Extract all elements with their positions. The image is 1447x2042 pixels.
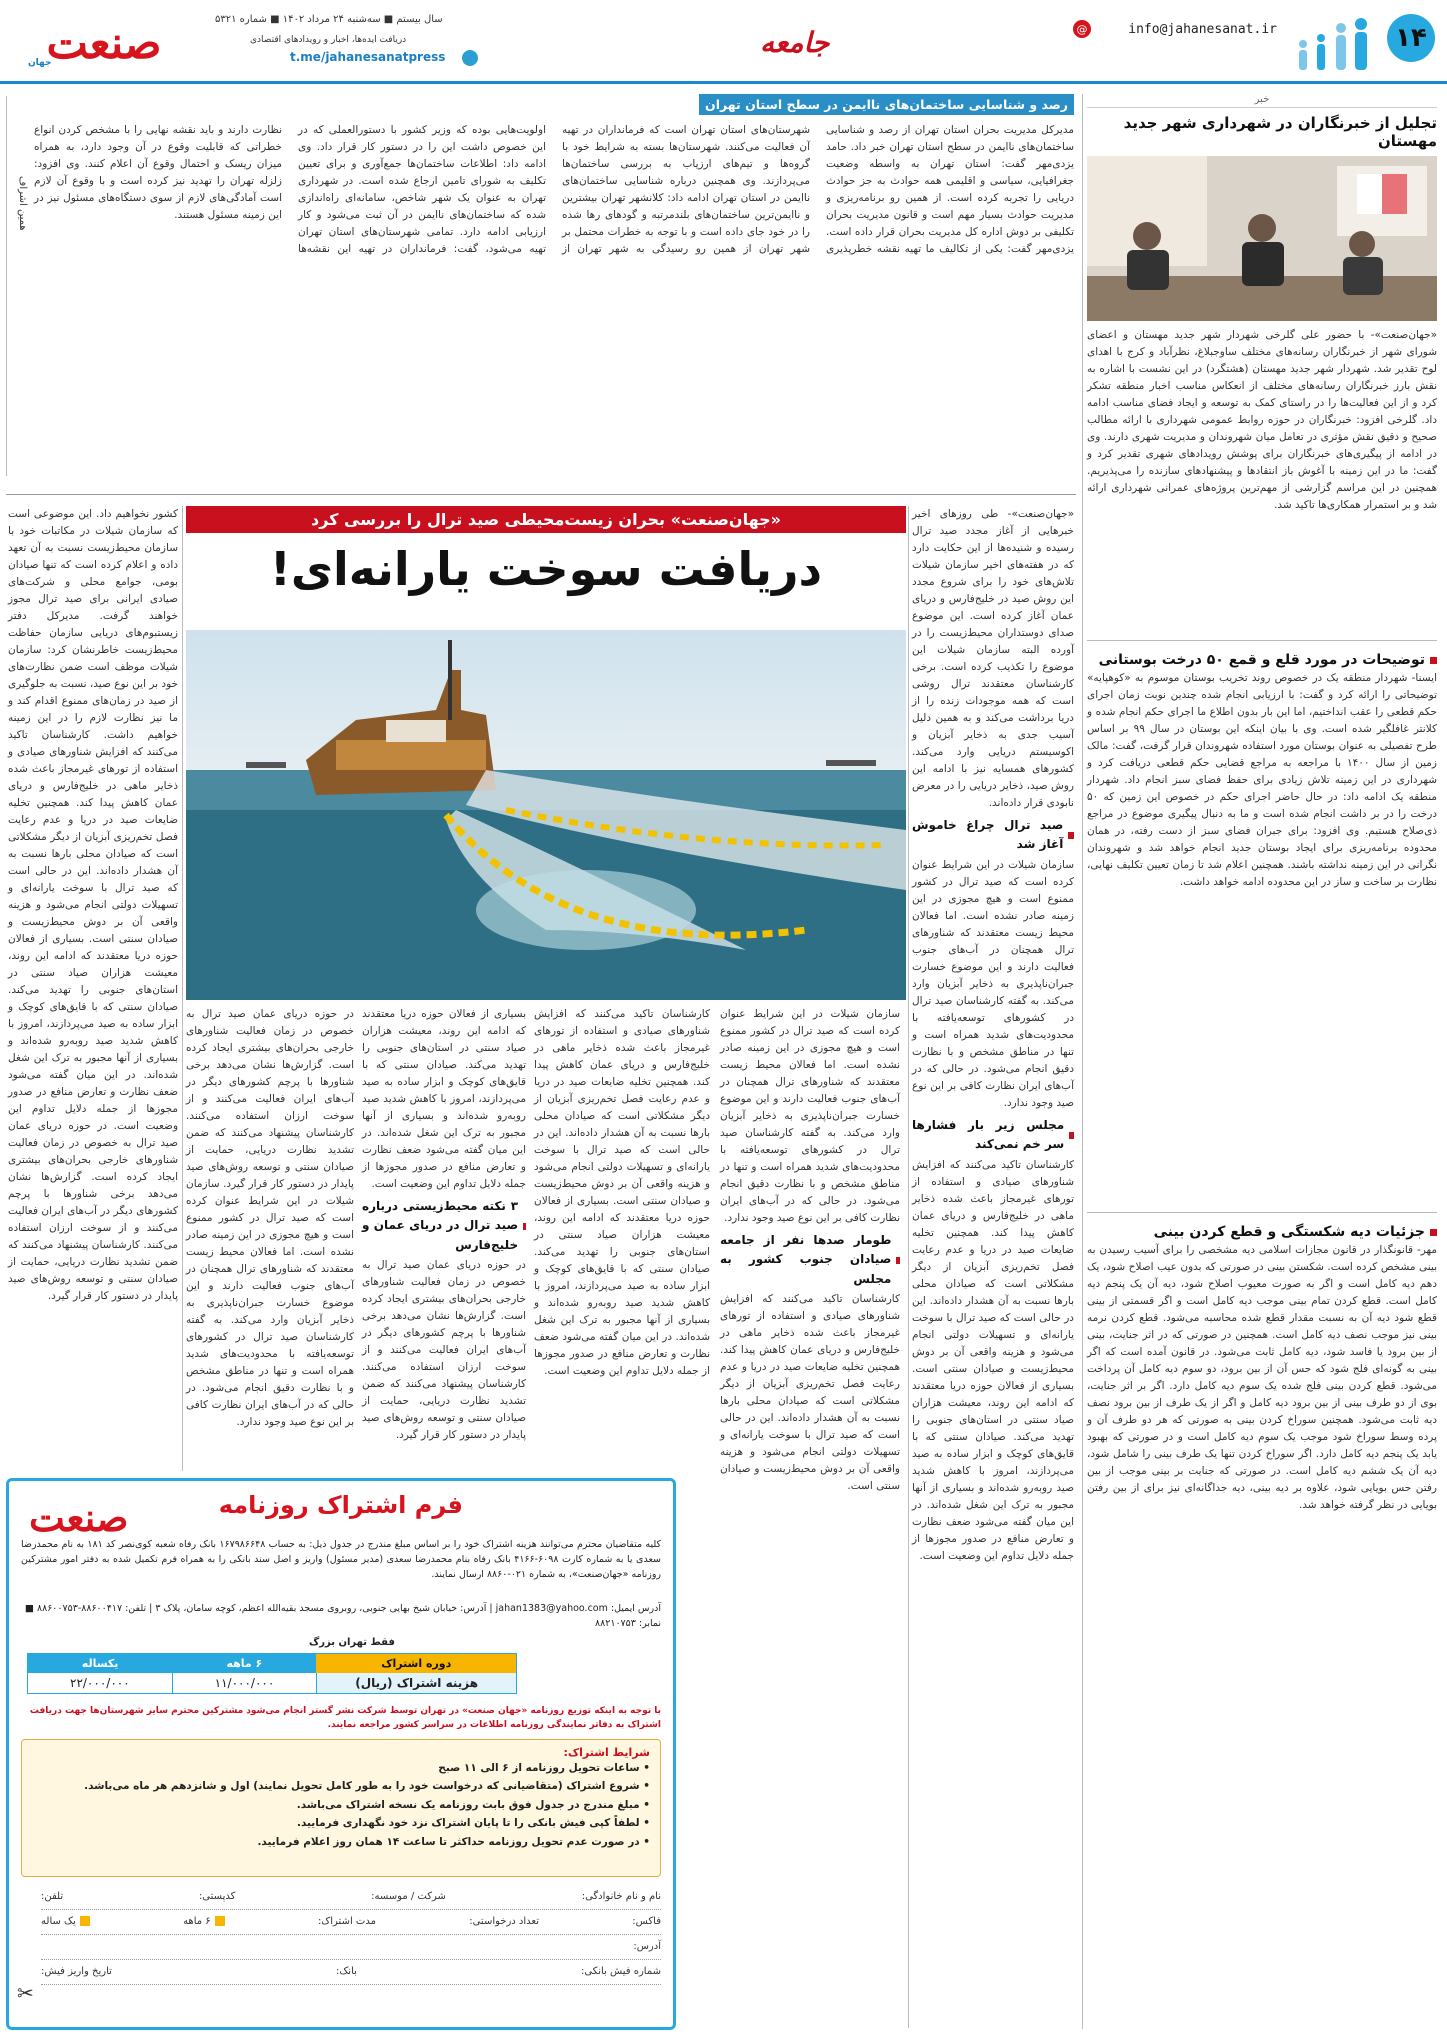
divider [1087, 640, 1437, 641]
conditions-box [21, 1739, 661, 1877]
telegram-icon [462, 50, 478, 66]
field-copies[interactable]: تعداد درخواستی: [469, 1916, 539, 1927]
article-body: «جهان‌صنعت»- با حضور علی گلرخی شهردار شهر جدید مهستان و اعضای شورای شهر از خبرنگاران رسانه‌های مختلف ساوجبلاغ، نظرآباد و کرج با اهدای لوح تقدیر شد. شهردار شهر جدید مهستان (هشتگرد) در این نشست با اشاره به نقش بارز خبرنگاران رسانه‌های مختلف از انعکاس مناسب اخبار منطقه تشکر کرد و از این فعالیت‌ها را در راستای کمک به توسعه و ایجاد فضای مناسب ادامه داد. گلرخی افزود: خبرنگاران در حوزه روابط عمومی شهرداری با ارائه مطالب صحیح و دقیق نقش مؤثری در تعامل میان شهروندان و مدیریت شهری دارند. وی در ادامه از پیگیری‌های خبرنگاران برای پوشش رویدادهای شهری تقدیر کرد و گفت: ما در این زمینه با آغوش باز انتقادها و پیشنهادهای سازنده را می‌پذیریم. همچنین در این مراسم گزارشی از مهم‌ترین پروژه‌های عمرانی شهرداری ارائه شد و بر استمرار همکاری‌ها تاکید شد. [1087, 329, 1437, 511]
article-title: جزئیات دیه شکستگی و قطع کردن بینی [1087, 1224, 1437, 1240]
field-company[interactable]: شرکت / موسسه: [371, 1891, 446, 1902]
header-email[interactable]: info@jahanesanat.ir [1128, 22, 1277, 37]
telegram-caption: دریافت ایده‌ها، اخبار و رویدادهای اقتصادی [250, 35, 407, 45]
form-contact: آدرس ایمیل: jahan1383@yahoo.com | آدرس: خیابان شیخ بهایی جنوبی، روبروی مسجد بقیه‌الله اعظم، کوچه سامان، پلاک ۳ | تلفن: ۸۸۶۰۰۴۱۷-۸۸۶۰۰۷۵۳ ■ نمابر: ۸۸۲۱۰۷۵۳ [24, 1603, 661, 1630]
row-label: هزینه اشتراک (ریال) [317, 1673, 516, 1693]
article-body: مدیرکل مدیریت بحران استان تهران از رصد و شناسایی ساختمان‌های ناایمن در سطح استان تهران خبر داد. حامد یزدی‌مهر گفت: استان تهران به واسطه وضعیت جغرافیایی، سیاسی و اقلیمی همه حوادث به جز حوادث دریایی را تجربه کرده است. از همین رو برنامه‌ریزی و مدیریت حوادث بسیار مهم است و قانون مدیریت بحران تکلیفی بر دوش اداره کل مدیریت بحران قرار داده است. یزدی‌مهر گفت: یکی از تکالیف ما تهیه نقشه خطرپذیری شهرستان‌های استان تهران است که فرمانداران در تهیه آن فعالیت می‌کنند. شهرستان‌ها بسته به شرایط خود با گروه‌ها و تیم‌های ارزیاب به بررسی ساختمان‌ها می‌پردازند. وی همچنین درباره شناسایی ساختمان‌های ناایمن در استان تهران ادامه داد: کلانشهر تهران بیشترین و ناایمن‌ترین ساختمان‌های بلندمرتبه و گودهای رها شده را در خود جای داده است و با توجه به خطرات محتمل بر شهر تهران از همین رو رسیدگی به شهر تهران از اولویت‌هایی بوده که وزیر کشور با دستورالعملی که در این خصوص داشت این را در دستور کار قرار داد. وی ادامه داد: اطلاعات ساختمان‌ها جمع‌آوری و برای تعیین تکلیف به شورای تامین ارجاع شده است. در شهرداری تهران به عنوان یک شهر شاخص، سامانه‌ای راه‌اندازی شده که ساختمان‌های ناایمن در آن ثبت می‌شود و کار ارزیابی ادامه دارد. تمامی شهرستان‌های استان تهران تهیه می‌شود، گفت: فرمانداران در تهیه این نقشه‌ها نظارت دارند و باید نقشه نهایی را با مشخص کردن انواع خطراتی که قابلیت وقوع در آن وجود دارد، به همراه میزان ریسک و احتمال وقوع آن اعلام کنند. وی افزود: زلزله تهران را تهدید نیز کرده است و با وقوع آن لازم است آمادگی‌های لازم از سوی دستگاه‌های مسئول نیز در این زمینه مسئول هستند. [34, 124, 1074, 255]
subhead-1: صید ترال چراغ خاموش آغاز شد [912, 816, 1074, 855]
subscription-form [6, 1478, 676, 2030]
divider [1087, 1212, 1437, 1213]
bullet-icon [523, 1223, 526, 1230]
telegram-link[interactable]: t.me/jahanesanatpress [290, 50, 446, 64]
bullet-icon [896, 1257, 900, 1264]
distribution-notice: با توجه به اینکه توزیع روزنامه «جهان صنعت» در تهران توسط شرکت نشر گستر انجام می‌شود مشترکین محترم سایر شهرستان‌ها جهت دریافت اشتراک به دفاتر نمایندگی روزنامه اطلاعات در سراسر کشور مراجعه نمایند. [29, 1706, 661, 1730]
price-table [27, 1653, 517, 1694]
article-title: توضیحات در مورد قلع و قمع ۵۰ درخت بوستانی [1087, 652, 1437, 668]
divider [6, 494, 1076, 495]
main-col-b: کارشناسان تاکید می‌کنند که افزایش شناورهای صیادی و استفاده از تورهای غیرمجاز باعث شده ذخایر ماهی در خلیج‌فارس و دریای عمان کاهش پیدا کند. همچنین تخلیه ضایعات صید در دریا و عدم رعایت فصل تخم‌ریزی آبزیان از دیگر مشکلاتی است که صیادان محلی بارها نسبت به آن هشدار داده‌اند. این در حالی است که صید ترال با سوخت یارانه‌ای و تسهیلات دولتی انجام می‌شود و هزینه واقعی آن بر دوش محیط‌زیست و صیادان سنتی است. بسیاری از فعالان حوزه دریا معتقدند که ادامه این روند، معیشت هزاران صیاد سنتی در استان‌های جنوبی را تهدید می‌کند. صیادان سنتی که با قایق‌های کوچک و ابزار ساده به صید می‌پردازند، امروز با کاهش شدید صید روبه‌رو شده‌اند و بسیاری از آنها مجبور به ترک این شغل شده‌اند. در این میان گفته می‌شود ضعف نظارت و تعارض منافع در صدور مجوزها از جمله دلایل تداوم این وضعیت است. [534, 1008, 711, 1377]
trawler-photo [186, 630, 906, 1000]
main-col-e: کشور نخواهیم داد. این موضوعی است که سازمان شیلات در مکاتبات خود با سازمان محیط‌زیست نسبت به آن تعهد داده و اعلام کرده است که تنها صیادان بومی، جوامع محلی و شرکت‌های صیادی ایرانی برای صید ترال مجوز خواهند گرفت. مدیرکل دفتر زیستبوم‌های دریایی سازمان حفاظت محیط‌زیست خاطرنشان کرد: سازمان شیلات موظف است ضمن نظارت‌های خود بر این نوع صید، نسبت به جلوگیری از صید در زمان‌های ممنوع اقدام کند و ما نیز نظارت لازم را در این زمینه خواهیم داشت. کارشناسان تاکید می‌کنند که افزایش شناورهای صیادی و استفاده از تورهای غیرمجاز باعث شده ذخایر ماهی در خلیج‌فارس و دریای عمان کاهش پیدا کند. همچنین تخلیه ضایعات صید در دریا و عدم رعایت فصل تخم‌ریزی آبزیان از دیگر مشکلاتی است که صیادان محلی بارها نسبت به آن هشدار داده‌اند. این در حالی است که صید ترال با سوخت یارانه‌ای و تسهیلات دولتی انجام می‌شود و هزینه واقعی آن بر دوش محیط‌زیست و صیادان سنتی است. بسیاری از فعالان حوزه دریا معتقدند که ادامه این روند، معیشت هزاران صیاد سنتی در استان‌های جنوبی را تهدید می‌کند. صیادان سنتی که با قایق‌های کوچک و ابزار ساده به صید می‌پردازند، امروز با کاهش شدید صید روبه‌رو شده‌اند و بسیاری از آنها مجبور به ترک این شغل شده‌اند. در این میان گفته می‌شود ضعف نظارت و تعارض منافع در صدور مجوزها از جمله دلایل تداوم این وضعیت است. در حوزه دریای عمان صید ترال به خصوص در زمان فعالیت شناورهای خارجی بحران‌های بیشتری ایجاد کرده است. گزارش‌ها نشان می‌دهد برخی شناورها با پرچم کشورهای دیگر در آب‌های ایران فعالیت می‌کنند و از سوخت ارزان استفاده می‌کنند. کارشناسان پیشنهاد می‌کنند که ضمن تشدید نظارت دریایی، حمایت از صیادان سنتی و توسعه روش‌های صید پایدار در دستور کار قرار گیرد. [8, 508, 179, 1302]
form-logo: صنعت [29, 1495, 129, 1540]
field-fax[interactable]: فاکس: [632, 1916, 661, 1927]
option-6month[interactable]: ۶ ماهه [183, 1910, 225, 1934]
article-bostani [1087, 648, 1437, 1200]
email-icon: @ [1073, 20, 1091, 38]
main-headline: دریافت سوخت یارانه‌ای! [269, 542, 823, 596]
field-receipt[interactable]: شماره فیش بانکی: [580, 1966, 661, 1977]
condition-item: • مبلغ مندرج در جدول فوق بابت روزنامه یک نسخه اشتراک می‌باشد. [296, 1798, 650, 1811]
main-lead: «جهان‌صنعت»- طی روزهای اخیر خبرهایی از آغاز مجدد صید ترال رسیده و شنیده‌ها از این حکایت دارد که در هفته‌های اخیر سازمان شیلات تلاش‌های خود را برای شروع مجدد این روش صید در خلیج‌فارس و دریای عمان آغاز کرده است. این موضوع صدای دوستداران محیط‌زیست را در آورده البته سازمان شیلات این موضوع را تکذیب کرده است. برخی کارشناسان معتقدند ترال روشی است که همه موجودات زنده را از دریا برداشت می‌کند و به همین دلیل آسیب جدی به ذخایر آبزیان و اکوسیستم دریایی وارد می‌کند. کشورهای همسایه نیز با ادامه این روش صید، ذخایر دریایی را در معرض نابودی قرار داده‌اند. صید ترال چراغ خاموش آغاز شد سازمان شیلات در این شرایط عنوان کرده است که صید ترال در کشور ممنوع است و هیچ مجوزی در این زمینه صادر نشده است. اما فعالان محیط زیست معتقدند که شناورهای ترال همچنان در آب‌های جنوب فعالیت دارند و این موضوع خسارت جبران‌ناپذیری به ذخایر آبزیان وارد می‌کند. به گفته کارشناسان صید ترال در کشورهای توسعه‌یافته با محدودیت‌های شدید همراه است و تنها در مناطق مشخص و با نظارت دقیق انجام می‌شود. در حالی که در آب‌های ایران نظارت کافی بر این نوع صید وجود ندارد. مجلس زیر بار فشارها سر خم نمی‌کند کارشناسان تاکید می‌کنند که افزایش شناورهای صیادی و استفاده از تورهای غیرمجاز باعث شده ذخایر ماهی در خلیج‌فارس و دریای عمان کاهش پیدا کند. همچنین تخلیه ضایعات صید در دریا و عدم رعایت فصل تخم‌ریزی آبزیان از دیگر مشکلاتی است که صیادان محلی بارها نسبت به آن هشدار داده‌اند. این در حالی است که صید ترال با سوخت یارانه‌ای و تسهیلات دولتی انجام می‌شود و هزینه واقعی آن بر دوش محیط‌زیست و صیادان سنتی است. بسیاری از فعالان حوزه دریا معتقدند که ادامه این روند، معیشت هزاران صیاد سنتی در استان‌های جنوبی را تهدید می‌کند. صیادان سنتی که با قایق‌های کوچک و ابزار ساده به صید می‌پردازند، امروز با کاهش شدید صید روبه‌رو شده‌اند و بسیاری از آنها مجبور به ترک این شغل شده‌اند. در این میان گفته می‌شود ضعف نظارت و تعارض منافع در صدور مجوزها از جمله دلایل تداوم این وضعیت است. [912, 508, 1074, 1562]
article-mahestan [1087, 94, 1437, 662]
subhead-2: طومار صدها نفر از جامعه صیادان جنوب کشور به مجلس [720, 1231, 900, 1289]
article-tehran [34, 94, 1074, 486]
option-yearly[interactable]: یک ساله [41, 1910, 90, 1934]
field-address[interactable]: آدرس: [633, 1941, 661, 1952]
field-bank[interactable]: بانک: [335, 1966, 357, 1977]
logo-sub: جهان [28, 58, 52, 68]
region-label: فقط تهران بزرگ [309, 1637, 395, 1648]
main-col-d: در حوزه دریای عمان صید ترال به خصوص در زمان فعالیت شناورهای خارجی بحران‌های بیشتری ایجاد کرده است. گزارش‌ها نشان می‌دهد برخی شناورها با پرچم کشورهای دیگر در آب‌های ایران فعالیت می‌کنند و از سوخت ارزان استفاده می‌کنند. کارشناسان پیشنهاد می‌کنند که ضمن تشدید نظارت دریایی، حمایت از صیادان سنتی و توسعه روش‌های صید پایدار در دستور کار قرار گیرد. سازمان شیلات در این شرایط عنوان کرده است که صید ترال در کشور ممنوع است و هیچ مجوزی در این زمینه صادر نشده است. اما فعالان محیط زیست معتقدند که شناورهای ترال همچنان در آب‌های جنوب فعالیت دارند و این موضوع خسارت جبران‌ناپذیری به ذخایر آبزیان وارد می‌کند. به گفته کارشناسان صید ترال در کشورهای توسعه‌یافته با محدودیت‌های شدید همراه است و تنها در مناطق مشخص و با نظارت دقیق انجام می‌شود. در حالی که در آب‌های ایران نظارت کافی بر این نوع صید وجود ندارد. [186, 1008, 354, 1428]
form-intro: کلیه متقاضیان محترم می‌توانند هزینه اشتراک خود را بر اساس مبلغ مندرج در جدول ذیل: به حساب ۱۶۷۹۸۶۶۴۸ بانک رفاه شعبه کوی‌نصر کد ۱۸۱ به نام محمدرضا سعدی یا به شماره کارت ۶۰۹۸-۴۱۶۶ بانک رفاه بنام محمدرضا سعدی (مدیر مسئول) واریز و اصل سند بانکی را به همراه فرم تکمیل شده به دفتر امور مشترکین روزنامه «جهان‌صنعت»، به شماره ۰۲۱-۸۸۶۰ ارسال نمایند. [21, 1539, 662, 1581]
issue-line: سال بیستم ■ سه‌شنبه ۲۴ مرداد ۱۴۰۲ ■ شماره ۵۳۲۱ [215, 14, 443, 25]
divider [908, 506, 909, 2028]
price-yearly: ۲۲/۰۰۰/۰۰۰ [28, 1673, 173, 1693]
th-period: دوره اشتراک [316, 1654, 516, 1673]
form-fields [41, 1885, 661, 1985]
subhead-4: مجلس زیر بار فشارها سر خم نمی‌کند [912, 1116, 1074, 1155]
bullet-icon [1069, 1132, 1074, 1139]
th-6month: ۶ ماهه [226, 1657, 263, 1670]
article-dieh [1087, 1220, 1437, 2042]
main-col-c: بسیاری از فعالان حوزه دریا معتقدند که ادامه این روند، معیشت هزاران صیاد سنتی در استان‌های جنوبی را تهدید می‌کند. صیادان سنتی که با قایق‌های کوچک و ابزار ساده به صید می‌پردازند، امروز با کاهش شدید صید روبه‌رو شده‌اند و بسیاری از آنها مجبور به ترک این شغل شده‌اند. در این میان گفته می‌شود ضعف نظارت و تعارض منافع در صدور مجوزها از جمله دلایل تداوم این وضعیت است. ۳ نکته محیط‌زیستی درباره صید ترال در دریای عمان و خلیج‌فارس در حوزه دریای عمان صید ترال به خصوص در زمان فعالیت شناورهای خارجی بحران‌های بیشتری ایجاد کرده است. گزارش‌ها نشان می‌دهد برخی شناورها با پرچم کشورهای دیگر در آب‌های ایران فعالیت می‌کنند و از سوخت ارزان استفاده می‌کنند. کارشناسان پیشنهاد می‌کنند که ضمن تشدید نظارت دریایی، حمایت از صیادان سنتی و توسعه روش‌های صید پایدار در دستور کار قرار گیرد. [362, 1008, 526, 1442]
family-icon [1289, 14, 1375, 72]
article-title: رصد و شناسایی ساختمان‌های ناایمن در سطح استان تهران [699, 94, 1074, 115]
checkbox-icon[interactable] [80, 1916, 90, 1926]
field-name[interactable]: نام و نام خانوادگی: [581, 1891, 661, 1902]
subhead-3: ۳ نکته محیط‌زیستی درباره صید ترال در دریای عمان و خلیج‌فارس [362, 1197, 526, 1255]
condition-item: • در صورت عدم تحویل روزنامه حداکثر تا ساعت ۱۴ همان روز اعلام فرمایید. [257, 1835, 650, 1848]
section-title: جامعه [760, 26, 830, 59]
condition-item: • شروع اشتراک (متقاضیانی که درخواست خود را به طور کامل تحویل نمایند) اول و شانزدهم هر ماه می‌باشد. [84, 1780, 650, 1793]
author-name: همین اشراف [17, 176, 28, 231]
field-postcode[interactable]: کدپستی: [198, 1891, 236, 1902]
conditions-title: شرایط اشتراک: [563, 1746, 650, 1759]
article-body: ایسنا- شهردار منطقه یک در خصوص روند تخریب بوستان موسوم به «کوهپایه» توضیحاتی را ارائه کرد و گفت: با ارزیابی انجام شده چندین نوبت زمان اجرای حکم قطعی را عقب انداختیم، اما این بار بدون اطلاع ما اجرای حکم انجام شده و کلانتر غافلگیر شده است. وی با بیان اینکه این بوستان در سال ۹۹ بر اساس طرح تفصیلی به عنوان بوستان مورد استفاده شهروندان قرار گرفت، گفت: مالک زمین از سال ۱۴۰۰ با مراجعه به مراجع قضایی حکم قطعی دریافت کرد و شهرداری در این زمینه تلاش زیادی برای حفظ فضای سبز انجام داد. شهردار منطقه یک ادامه داد: در حال حاضر اجرای حکم در خصوص این زمین که ۵۰ درخت را در بر داشت انجام شده است و ما به دنبال پیگیری موضوع در مراجع ذی‌صلاح هستیم. وی افزود: برای جبران فضای سبز از دست رفته، در همان محدوده برنامه‌ریزی برای ایجاد بوستان جدید انجام خواهد شد و شهروندان نگرانی در این زمینه نداشته باشند. همچنین اعلام شد تا زمان تعیین تکلیف نهایی، نظارت بر ساخت و ساز در این محدوده ادامه خواهد داشت. [1087, 672, 1437, 888]
th-yearly: یکساله [81, 1657, 119, 1670]
meeting-photo [1087, 156, 1437, 321]
article-body: مهر- قانونگذار در قانون مجازات اسلامی دیه مشخصی را برای آسیب رسیدن به بینی مشخص کرده است. شکستن بینی در صورتی که بدون عیب اصلاح شود، یک دهم دیه کامل است و اگر به صورت معیوب اصلاح شود، دیه آن یک پنجم دیه کامل است. قطع کردن تمام بینی موجب دیه کامل است و اگر قسمتی از بینی قطع شود دیه آن به نسبت مقدار قطع شده محاسبه می‌شود. قطع کردن نرمه بینی نیز موجب نصف دیه کامل است. همچنین در صورتی که در اثر جنایت، بینی از بین برود یا فاسد شود، دیه کامل ثابت می‌شود. در قانون آمده است که اگر بینی به گونه‌ای فلج شود که حس آن از بین برود، دو سوم دیه کامل آن پرداخت می‌شود. قطع کردن بینی فلج شده یک سوم دیه کامل دارد. اگر بر اثر جنایت، بوی از دو طرف بینی از بین برود دیه کامل و اگر از یک طرف از بین برود نصف دیه ثابت می‌شود. همچنین سوراخ کردن بینی به صورتی که هر دو طرف آن و پرده وسط سوراخ شود موجب یک سوم دیه کامل است و در صورتی که بهبود یابد یک پنجم دیه کامل دارد. اگر سوراخ کردن تنها یک طرف بینی را شامل شود، دیه آن یک ششم دیه کامل است. در صورتی که جنایت بر بینی موجب از بین رفتن حس بویایی شود، علاوه بر دیه بینی، دیه جداگانه‌ای نیز برای از بین رفتن بویایی در نظر گرفته خواهد شد. [1087, 1244, 1437, 1511]
form-title: فرم اشتراک روزنامه [218, 1491, 463, 1519]
bullet-icon [1430, 657, 1437, 664]
scissors-icon: ✂ [17, 1981, 34, 2005]
page-number: ۱۴ [1387, 14, 1435, 62]
article-kicker: خبر [1087, 94, 1437, 108]
price-6month: ۱۱/۰۰۰/۰۰۰ [173, 1673, 318, 1693]
divider [182, 506, 183, 1471]
article-title: تجلیل از خبرنگاران در شهرداری شهر جدید مهستان [1123, 114, 1437, 150]
main-col-a: سازمان شیلات در این شرایط عنوان کرده است که صید ترال در کشور ممنوع است و هیچ مجوزی در این زمینه صادر نشده است. اما فعالان محیط زیست معتقدند که شناورهای ترال همچنان در آب‌های جنوب فعالیت دارند و این موضوع خسارت جبران‌ناپذیری به ذخایر آبزیان وارد می‌کند. به گفته کارشناسان صید ترال در کشورهای توسعه‌یافته با محدودیت‌های شدید همراه است و تنها در مناطق مشخص و با نظارت دقیق انجام می‌شود. در حالی که در آب‌های ایران نظارت کافی بر این نوع صید وجود ندارد. طومار صدها نفر از جامعه صیادان جنوب کشور به مجلس کارشناسان تاکید می‌کنند که افزایش شناورهای صیادی و استفاده از تورهای غیرمجاز باعث شده ذخایر ماهی در خلیج‌فارس و دریای عمان کاهش پیدا کند. همچنین تخلیه ضایعات صید در دریا و عدم رعایت فصل تخم‌ریزی آبزیان از دیگر مشکلاتی است که صیادان محلی بارها نسبت به آن هشدار داده‌اند. این در حالی است که صید ترال با سوخت یارانه‌ای و تسهیلات دولتی انجام می‌شود و هزینه واقعی آن بر دوش محیط‌زیست و صیادان سنتی است. [720, 1008, 900, 1493]
author-strip [6, 96, 28, 476]
condition-item: • ساعات تحویل روزنامه از ۶ الی ۱۱ صبح [438, 1762, 650, 1774]
checkbox-icon[interactable] [215, 1916, 225, 1926]
condition-item: • لطفاً کپی فیش بانکی را تا پایان اشتراک نزد خود نگهداری فرمایید. [296, 1817, 650, 1830]
field-phone[interactable]: تلفن: [41, 1891, 64, 1902]
page-header [0, 0, 1447, 84]
field-duration: مدت اشتراک: [317, 1916, 376, 1927]
main-kicker: «جهان‌صنعت» بحران زیست‌محیطی صید ترال را بررسی کرد [186, 506, 906, 533]
newspaper-logo: صنعت [46, 17, 162, 69]
divider [1082, 94, 1083, 2029]
field-date[interactable]: تاریخ واریز فیش: [41, 1966, 112, 1977]
bullet-icon [1430, 1229, 1437, 1236]
bullet-icon [1068, 832, 1074, 839]
